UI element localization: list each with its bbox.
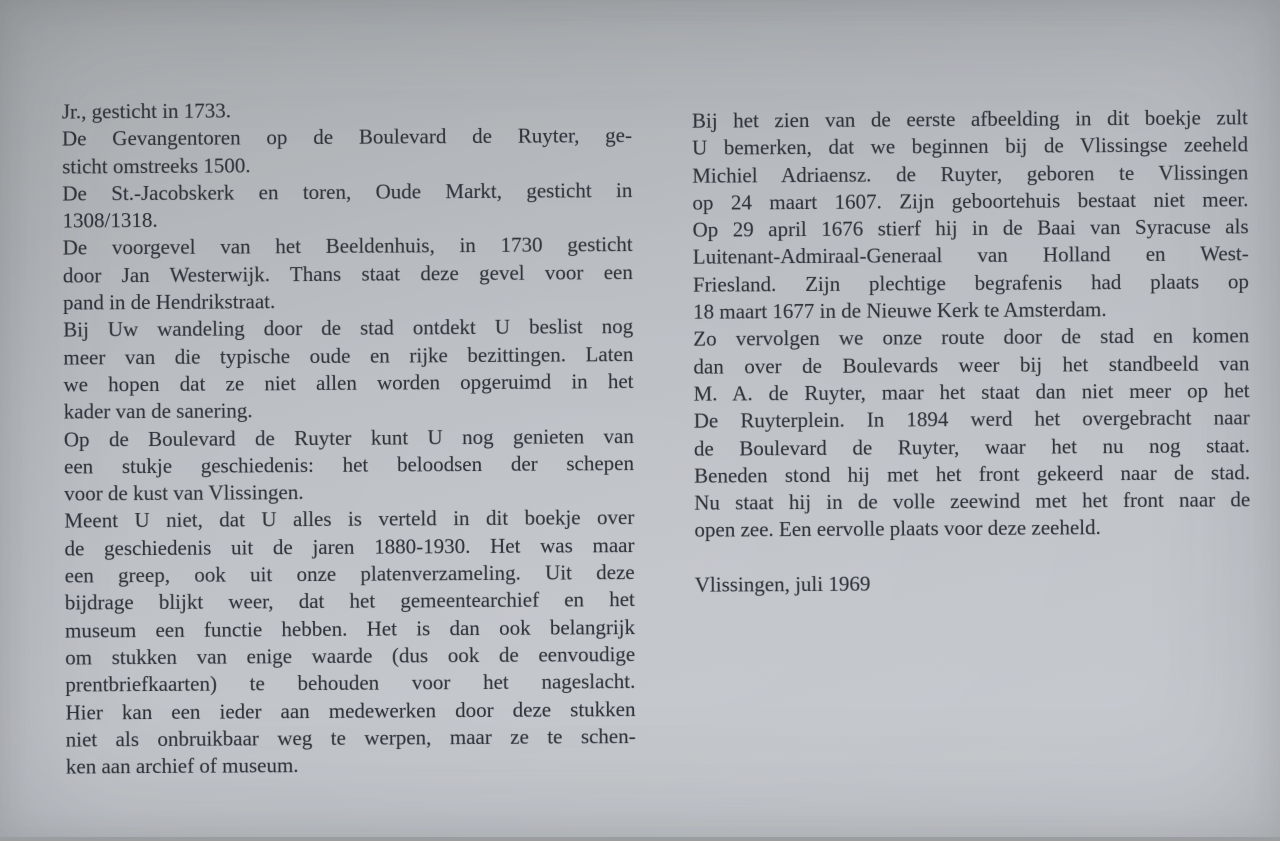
text-line: niet als onbruikbaar weg te werpen, maar ze te schen- — [65, 723, 636, 752]
text-line: 1308/1318. — [62, 208, 158, 233]
text-line: De Ruyterplein. In 1894 werd het overgebracht naar — [693, 405, 1250, 433]
text-line: 18 maart 1677 in de Nieuwe Kerk te Amsterdam. — [693, 297, 1107, 324]
text-line: Bij Uw wandeling door de stad ontdekt U beslist nog — [63, 314, 634, 342]
text-line: open zee. Een eervolle plaats voor deze zeeheld. — [694, 515, 1101, 543]
text-line: een greep, ook uit onze platenverzameling. Uit deze — [64, 560, 635, 588]
left-text-column — [62, 95, 636, 781]
text-line: de Boulevard de Ruyter, waar het nu nog staat. — [693, 432, 1250, 461]
text-line: Bij het zien van de eerste afbeelding in dit boekje zult — [691, 105, 1248, 133]
text-line: Nu staat hij in de volle zeewind met het front naar de — [694, 487, 1251, 515]
text-line: Jr., gesticht in 1733. — [61, 98, 232, 124]
text-line: De voorgevel van het Beeldenhuis, in 1730 gesticht — [62, 232, 633, 261]
text-line: pand in de Hendrikstraat. — [62, 289, 276, 315]
text-line: Vlissingen, juli 1969 — [694, 571, 871, 597]
text-line: kader van de sanering. — [63, 398, 253, 424]
text-line: Op de Boulevard de Ruyter kunt U nog genieten van — [63, 423, 634, 452]
text-line: museum een functie hebben. Het is dan ook belangrijk — [64, 614, 636, 643]
text-line: De Gevangentoren op de Boulevard de Ruyter, ge- — [61, 123, 633, 151]
text-line: sticht omstreeks 1500. — [62, 152, 251, 179]
text-line: voor de kust van Vlissingen. — [64, 480, 304, 506]
text-line: Luitenant-Admiraal-Generaal van Holland en West- — [692, 241, 1249, 270]
text-line: om stukken van enige waarde (dus ook de eenvoudige — [65, 641, 636, 670]
text-line — [695, 541, 1251, 572]
text-line: Beneden stond hij met het front gekeerd naar de stad. — [694, 460, 1251, 488]
text-line: Friesland. Zijn plechtige begrafenis had plaats op — [692, 269, 1249, 297]
text-line: Op 29 april 1676 stierf hij in de Baai van Syracuse als — [692, 214, 1249, 242]
text-line: ken aan archief of museum. — [65, 753, 299, 779]
text-line: Zo vervolgen we onze route door de stad en komen — [693, 323, 1250, 352]
text-line: we hopen dat ze niet allen worden opgeruimd in het — [63, 369, 634, 397]
right-text-column — [692, 104, 1251, 599]
text-line: Meent U niet, dat U alles is verteld in dit boekje over — [64, 505, 635, 533]
text-line: Michiel Adriaensz. de Ruyter, geboren te Vlissingen — [692, 159, 1249, 188]
text-line: prentbriefkaarten) te behouden voor het nageslacht. — [65, 669, 636, 697]
text-line: een stukje geschiedenis: het beloodsen der schepen — [63, 450, 635, 479]
text-line: bijdrage blijkt weer, dat het gemeentearchief en het — [64, 587, 635, 615]
text-line: De St.-Jacobskerk en toren, Oude Markt, gesticht in — [62, 177, 633, 206]
text-line: op 24 maart 1607. Zijn geboortehuis bestaat niet meer. — [692, 187, 1249, 215]
text-line: de geschiedenis uit de jaren 1880-1930. Het was maar — [64, 532, 635, 561]
text-line: Hier kan een ieder aan medewerken door deze stukken — [65, 696, 636, 725]
text-line: dan over de Boulevards weer bij het standbeeld van — [693, 350, 1250, 379]
text-line: door Jan Westerwijk. Thans staat deze gevel voor een — [62, 259, 633, 288]
text-line: M. A. de Ruyter, maar het staat dan niet meer op het — [693, 378, 1250, 406]
text-line: meer van die typische oude en rijke bezittingen. Laten — [63, 341, 634, 370]
text-line: U bemerken, dat we beginnen bij de Vlissingse zeeheld — [692, 132, 1249, 160]
